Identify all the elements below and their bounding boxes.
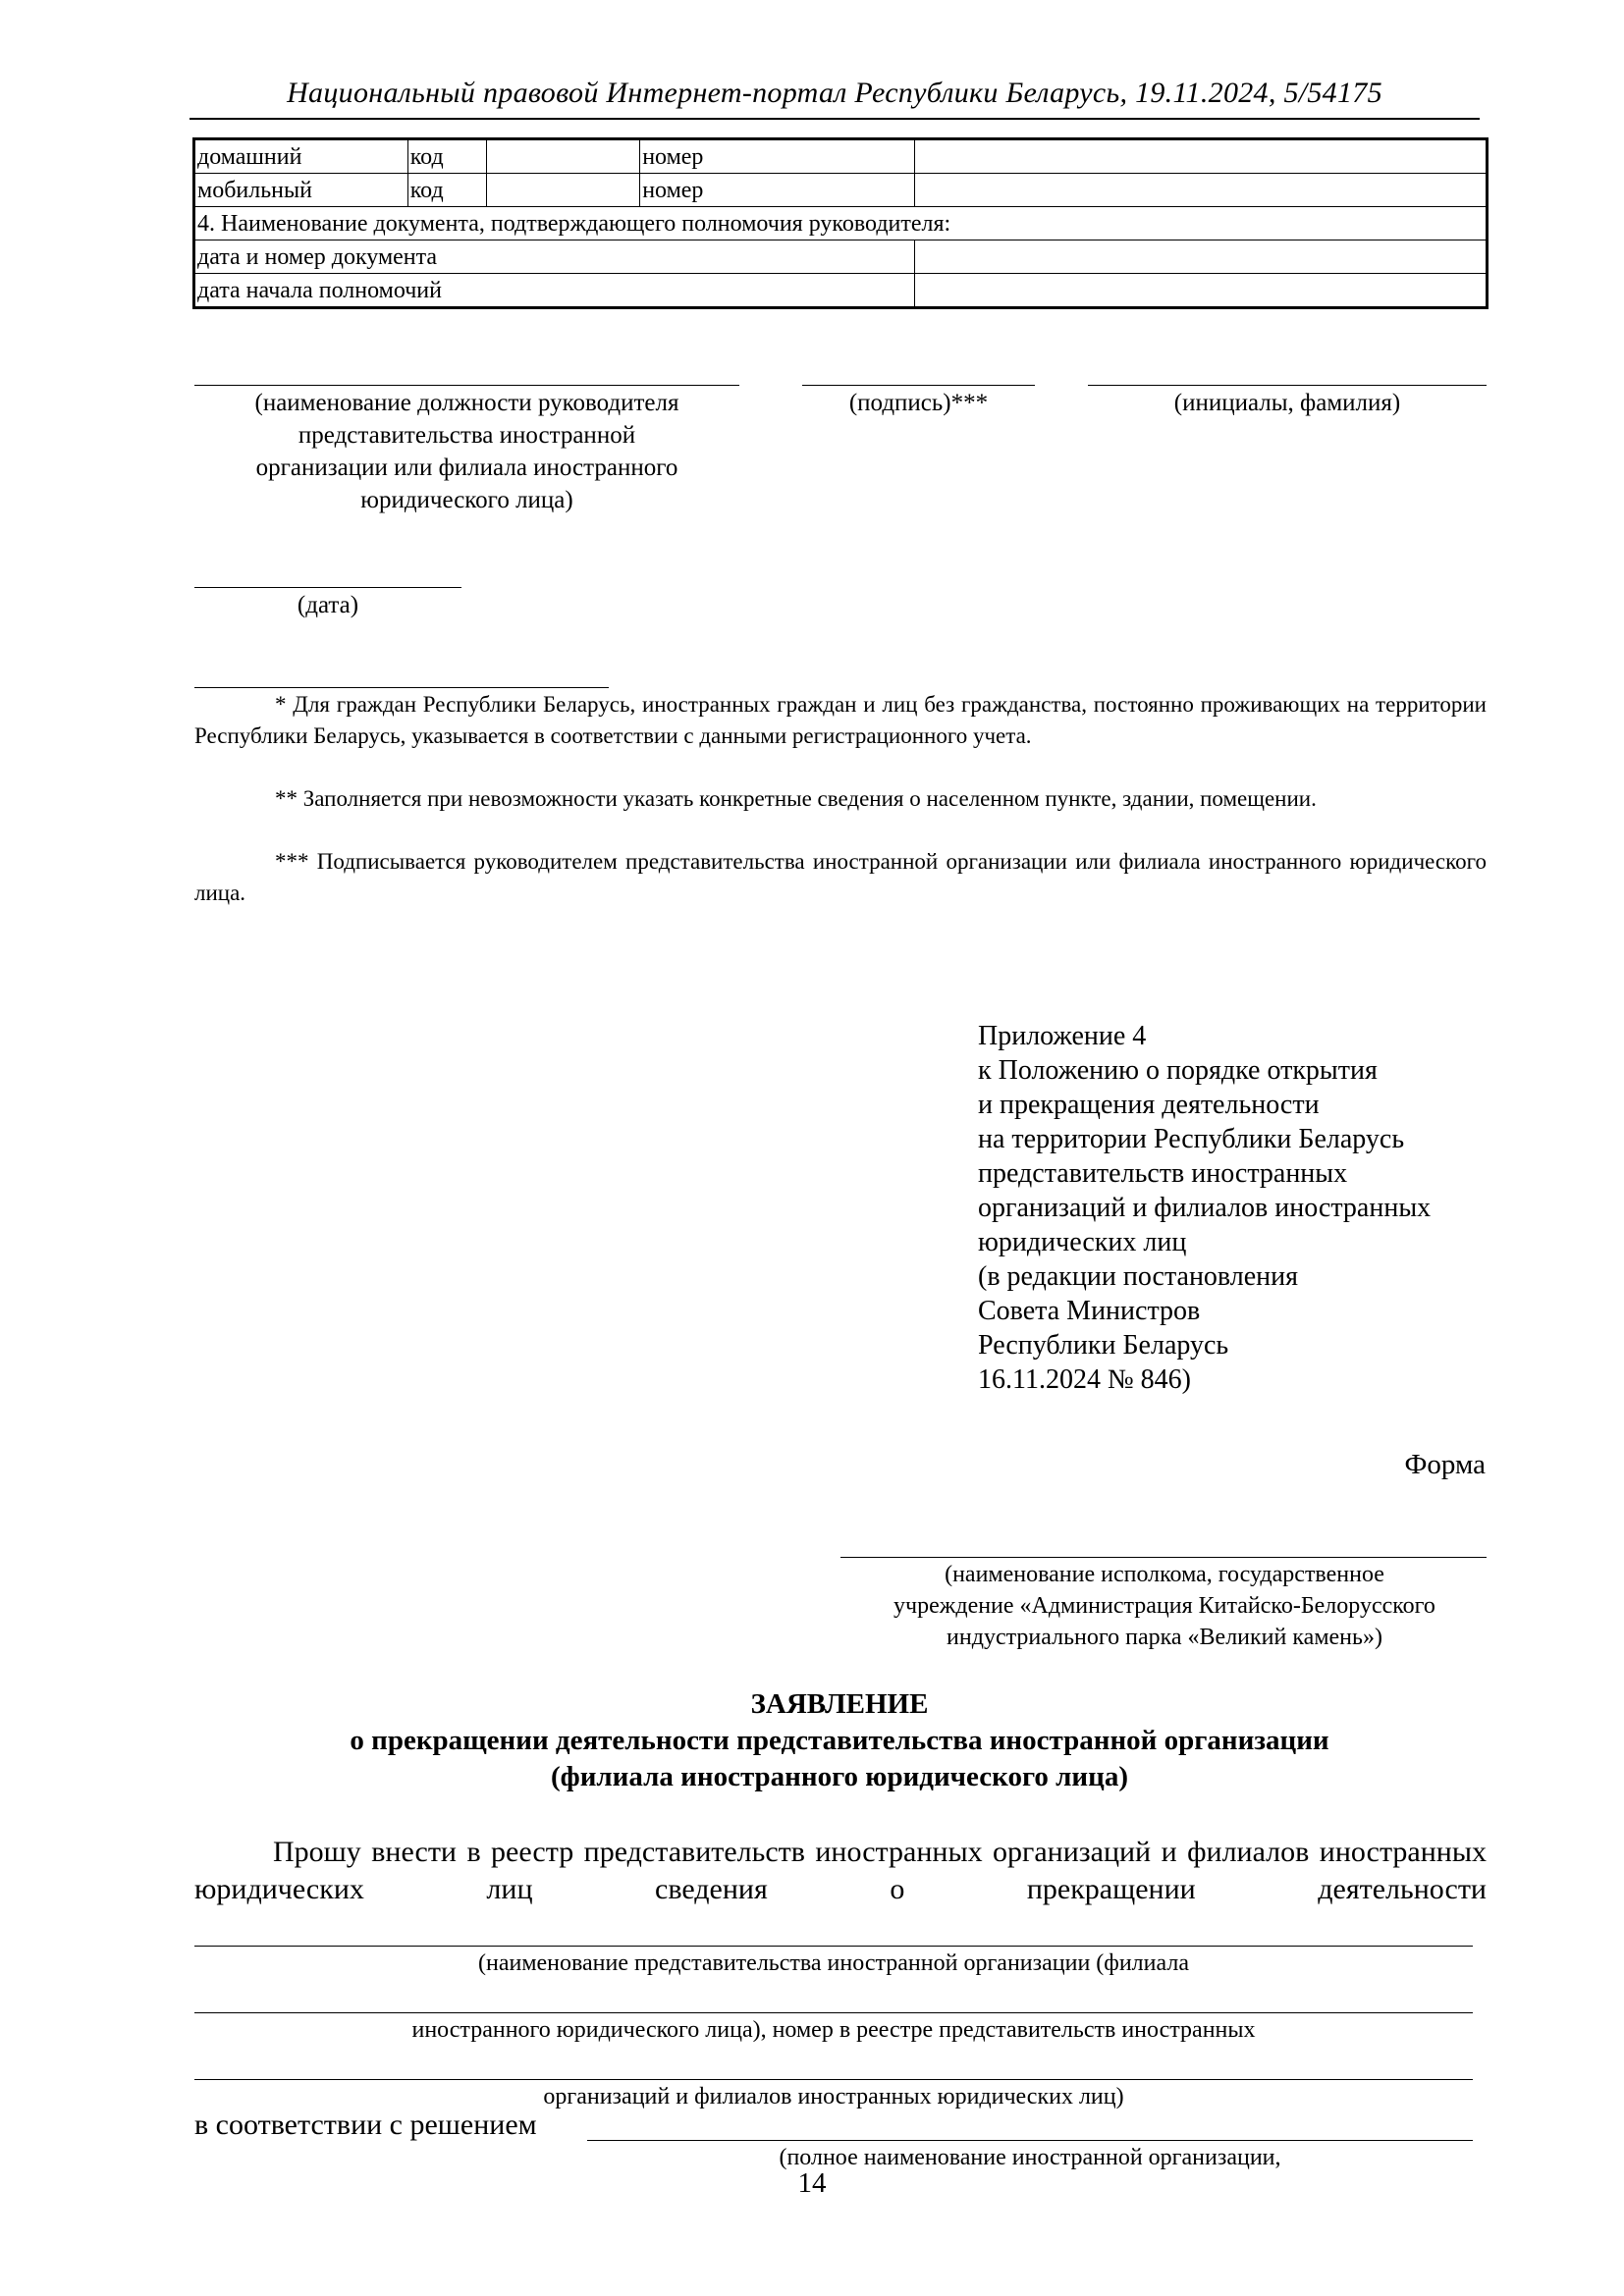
page-header: Национальный правовой Интернет-портал Республики Беларусь, 19.11.2024, 5/54175 [287,77,1382,109]
caption-4-text: (полное наименование иностранной организации, [779,2145,1281,2170]
footnote-2: ** Заполняется при невозможности указать конкретные сведения о населенном пункте, здании, помещении. [275,786,1317,811]
fill-line-3 [194,2079,1473,2080]
table-row [194,274,1488,308]
signature-line [802,385,1035,386]
page-number: 14 [797,2167,827,2199]
number-cell [914,174,1487,207]
table-row [194,207,1488,240]
caption-1: (наименование представительства иностранной организации (филиала [478,1950,1189,1976]
fill-line-2 [194,2012,1473,2013]
name-caption: (инициалы, фамилия) [1173,390,1401,416]
section-4-heading: 4. Наименование документа, подтверждающего полномочия руководителя: [194,207,1488,240]
decision-line [587,2140,1473,2141]
number-label: номер [640,174,914,207]
fill-line-1 [194,1946,1473,1947]
addressee-line [840,1557,1487,1558]
footnote-1: * Для граждан Республики Беларусь, иностранных граждан и лиц без гражданства, постоянно проживающих на территории Республики Беларусь, указывается в соответствии с данными регистрационного учета. [194,692,1487,748]
signature-caption: (подпись)*** [848,390,989,416]
position-line [194,385,739,386]
code-label: код [407,139,486,174]
caption-3: организаций и филиалов иностранных юридических лиц) [543,2084,1124,2109]
start-date-label: дата начала полномочий [194,274,915,308]
table-row [194,139,1488,174]
decision-label: в соответствии с решением [194,2109,537,2141]
number-cell [914,139,1487,174]
appendix-block: Приложение 4 к Положению о порядке открытия и прекращения деятельности на территории Республики Беларусь представительств иностранных организаций и филиалов иностранных юридических лиц (в редакции постановления Совета Министров Республики Беларусь 16.11.2024 № 846) [978,1021,1432,1395]
home-phone-label: домашний [194,139,408,174]
table-row [194,240,1488,274]
document-title: ЗАЯВЛЕНИЕ о прекращении деятельности представительства иностранной организации (филиала иностранного юридического лица) [350,1688,1329,1792]
caption-2: иностранного юридического лица), номер в реестре представительств иностранных [411,2017,1256,2043]
position-caption: (наименование должности руководителя представительства иностранной организации или филиала иностранного юридического лица) [254,390,679,513]
date-line [194,587,461,588]
doc-date-number-cell [914,240,1487,274]
table-row [194,174,1488,207]
doc-date-number-label: дата и номер документа [194,240,915,274]
code-cell [486,174,640,207]
addressee-caption: (наименование исполкома, государственное учреждение «Администрация Китайско-Белорусского индустриального парка «Великий камень») [893,1562,1435,1650]
form-label: Форма [1404,1449,1486,1480]
start-date-cell [914,274,1487,308]
number-label: номер [640,139,914,174]
header-rule [189,118,1480,120]
date-caption: (дата) [297,592,359,618]
request-paragraph: Прошу внести в реестр представительств иностранных организаций и филиалов иностранных юридических лиц сведения о прекращении деятельности [194,1836,1487,1905]
name-line [1088,385,1487,386]
code-cell [486,139,640,174]
contact-table [192,137,1489,309]
footnote-3: *** Подписывается руководителем представительства иностранной организации или филиала иностранного юридического лица. [194,849,1487,905]
mobile-phone-label: мобильный [194,174,408,207]
code-label: код [407,174,486,207]
footnote-rule [194,687,609,688]
